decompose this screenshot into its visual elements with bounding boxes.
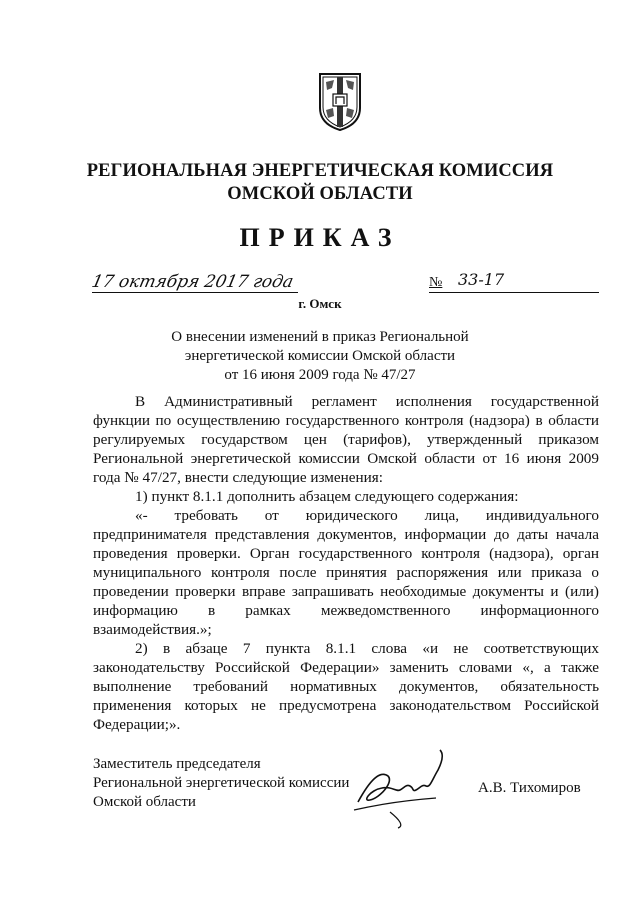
signatory-title-line-1: Заместитель председателя (93, 756, 261, 772)
signatory-title (93, 755, 349, 812)
body-item-1-text: «- требовать от юридического лица, индивидуального предпринимателя представления документов, информации до даты начала проведения проверки. Орган государственного контроля (надзора), орган муниципального контроля после принятия распоряжения или приказа о проведении проверки вправе запрашивать необходимые документы и (или) информацию в рамках межведомственного информационного взаимодействия.»; (93, 507, 599, 638)
body-paragraph-intro: В Административный регламент исполнения государственной функции по осуществлению государственного контроля (надзора) в области регулируемых государством цен (тарифов), утвержденный приказом Региональной энергетической комиссии Омской области от 16 июня 2009 года № 47/27, внести следующие изменения: (93, 393, 599, 486)
signatory-title-line-3: Омской области (93, 794, 196, 810)
date-underline (92, 292, 298, 293)
coat-of-arms-icon (318, 70, 362, 132)
order-number: 33-17 (458, 270, 505, 289)
organization-name (0, 160, 640, 206)
subject-line-1: О внесении изменений в приказ Региональной (171, 329, 469, 345)
subject-line-2: энергетической комиссии Омской области (184, 348, 456, 364)
city-label: г. Омск (298, 296, 342, 311)
signatory-title-line-2: Региональной энергетической комиссии (93, 775, 350, 791)
organization-line-2: ОМСКОЙ ОБЛАСТИ (227, 184, 413, 204)
signatory-name: А.В. Тихомиров (478, 780, 581, 796)
body-item-2: 2) в абзаце 7 пункта 8.1.1 слова «и не соответствующих законодательству Российской Федерации» заменить словами «, а также выполнение требований нормативных документов, обязательность применения которых не предусмотрена законодательством Российской Федерации;». (93, 640, 599, 733)
order-body (93, 392, 599, 734)
order-date: 17 октября 2017 года (89, 272, 296, 292)
handwritten-signature-icon (340, 740, 450, 830)
order-subject (170, 328, 470, 385)
organization-line-1: РЕГИОНАЛЬНАЯ ЭНЕРГЕТИЧЕСКАЯ КОМИССИЯ (86, 161, 554, 181)
number-underline (429, 292, 599, 293)
document-type-title: ПРИКАЗ (239, 223, 401, 252)
body-item-1: 1) пункт 8.1.1 дополнить абзацем следующего содержания: (135, 488, 519, 505)
subject-line-3: от 16 июня 2009 года № 47/27 (224, 367, 416, 383)
order-number-label: № (429, 275, 443, 290)
